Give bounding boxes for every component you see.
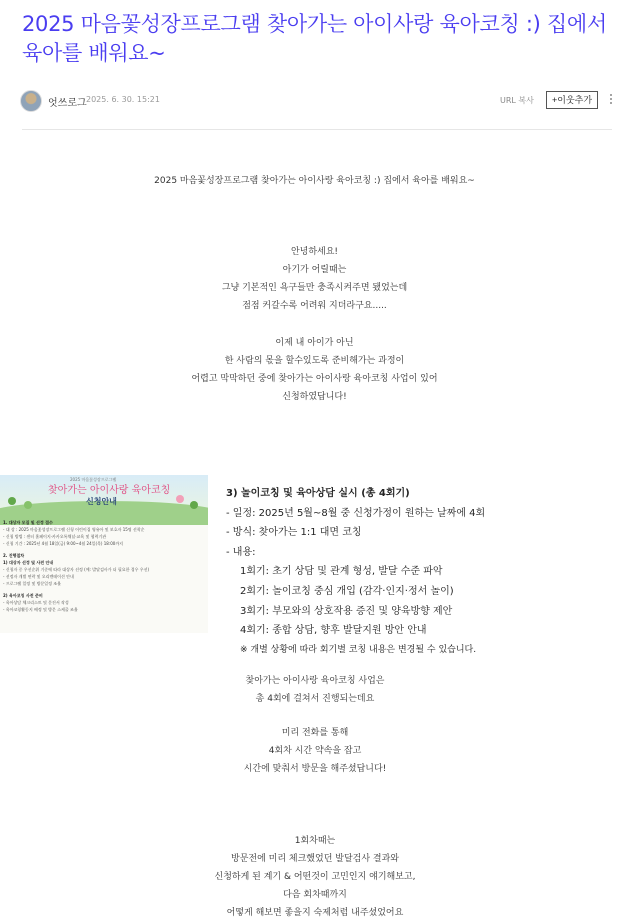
- paragraph-first-session: [0, 832, 629, 922]
- text-line: 이제 내 아이가 아닌: [275, 338, 354, 348]
- text-line: 어떻게 해보면 좋을지 숙제처럼 내주셨었어요: [226, 908, 404, 918]
- text-line: 찾아가는 아이사랑 육아코칭 사업은: [245, 676, 385, 686]
- flyer-line: 1) 대상자 선정 및 사전 안내: [3, 560, 54, 565]
- flyer-line: - 선정자 개별 연락 및 오리엔테이션 안내: [3, 574, 74, 579]
- flyer-line: - 프로그램 일정 및 방문일정 조율: [3, 581, 62, 586]
- text-line: 점점 커갈수록 어려워 지더라구요.....: [242, 301, 387, 311]
- text-line: 시간에 맞춰서 방문을 해주셨답니다!: [243, 764, 387, 774]
- flyer-line: - 신청 방법 : 센터 홈페이지·카카오톡채널·교육 및 협력기관: [3, 534, 107, 539]
- paragraph-schedule: [0, 724, 629, 778]
- url-copy-button[interactable]: URL 복사: [500, 96, 534, 105]
- flyer-line: 2. 진행절차: [3, 553, 25, 558]
- intro-title-block: [0, 172, 629, 190]
- text-line: 다음 회차때까지: [283, 890, 347, 900]
- paragraph-program: [0, 672, 629, 708]
- flyer-title: 찾아가는 아이사랑 육아코칭: [48, 485, 171, 496]
- flyer-line: - 신청자 중 우선순위 기준에 따라 대상자 선정 (예: 발달검사가 더 필요한 경우 우선): [3, 567, 150, 572]
- coaching-session: 4회기: 종합 상담, 향후 발달지원 방안 안내: [240, 625, 427, 637]
- tree-icon: [190, 501, 198, 509]
- text-line: 미리 전화를 통해: [281, 728, 349, 738]
- post-meta: [20, 88, 620, 114]
- text-line: 아기가 어릴때는: [282, 265, 347, 275]
- flyer-line: - 신청 기간 : 2025년 4월 18일(금) 9:00~4월 24일(목) 18:00까지: [3, 541, 124, 546]
- add-neighbor-button[interactable]: +이웃추가: [546, 91, 598, 109]
- coaching-session: 2회기: 놀이코칭 중심 개입 (감각·인지·정서 놀이): [240, 585, 454, 597]
- more-options-icon[interactable]: [608, 92, 614, 108]
- text-line: 안녕하세요!: [290, 247, 339, 257]
- text-line: 그냥 기본적인 욕구들만 충족시켜주면 됐었는데: [221, 283, 408, 293]
- text-line: 1회차때는: [294, 836, 336, 846]
- flyer-line: 1. 대상자 모집 및 선정 접수: [3, 520, 53, 525]
- post-title: 2025 마음꽃성장프로그램 찾아가는 아이사랑 육아코칭 :) 집에서 육아를 배워요~: [22, 12, 607, 65]
- author-name[interactable]: 엇쓰로그: [48, 98, 87, 109]
- flyer-subtitle: 신청안내: [86, 497, 117, 506]
- coaching-line: - 방식: 찾아가는 1:1 대면 코칭: [226, 527, 362, 539]
- text-line: 어렵고 막막하던 중에 찾아가는 아이사랑 육아코칭 사업이 있어: [191, 374, 438, 384]
- flyer-body: [3, 519, 208, 613]
- text-line: 총 4회에 걸쳐서 진행되는데요: [255, 694, 375, 704]
- text-line: 한 사람의 몫을 할수있도록 준비해가는 과정이: [224, 356, 405, 366]
- coaching-details: [226, 484, 626, 660]
- flyer-line: - 대 상 : 2025 마음꽃성장프로그램 신청 어린이집 영유아 및 보호자 15명 선착순: [3, 527, 145, 532]
- post-date: 2025. 6. 30. 15:21: [86, 95, 160, 104]
- coaching-note: ※ 개별 상황에 따라 회기별 코칭 내용은 변경될 수 있습니다.: [240, 644, 477, 655]
- flyer-small-heading: 2025 마음꽃성장프로그램: [70, 477, 117, 482]
- coaching-line: - 일정: 2025년 5월~8월 중 신청가정이 원하는 날짜에 4회: [226, 507, 486, 519]
- text-line: 신청하였답니다!: [282, 392, 347, 402]
- flyer-image[interactable]: [0, 475, 208, 633]
- divider: [22, 129, 612, 130]
- intro-title: 2025 마음꽃성장프로그램 찾아가는 아이사랑 육아코칭 :) 집에서 육아를 배워요~: [154, 176, 475, 186]
- flyer-line: 2) 육아코칭 사전 준비: [3, 593, 43, 598]
- tree-icon: [24, 501, 32, 509]
- text-line: 신청하게 된 계기 & 어떤것이 고민인지 얘기해보고,: [214, 872, 416, 882]
- text-line: 4회차 시간 약속을 잡고: [268, 746, 362, 756]
- coaching-session: 1회기: 초기 상담 및 관계 형성, 발달 수준 파악: [240, 566, 443, 578]
- coaching-session: 3회기: 부모와의 상호작용 증진 및 양육방향 제안: [240, 605, 453, 617]
- avatar[interactable]: [20, 90, 42, 112]
- text-line: 방문전에 미리 체크했었던 발달검사 결과와: [231, 854, 399, 864]
- coaching-heading: 3) 놀이코칭 및 육아상담 실시 (총 4회기): [226, 488, 410, 499]
- coaching-line: - 내용:: [226, 546, 256, 558]
- flyer-line: - 육아상담 체크리스트 및 문진서 작성: [3, 600, 69, 605]
- flyer-line: - 육아코칭활동지 배정 및 방문 스케줄 조율: [3, 607, 78, 612]
- paragraph-reason: [0, 334, 629, 406]
- tree-icon: [8, 497, 16, 505]
- balloon-icon: [176, 495, 184, 503]
- paragraph-greeting: [0, 243, 629, 315]
